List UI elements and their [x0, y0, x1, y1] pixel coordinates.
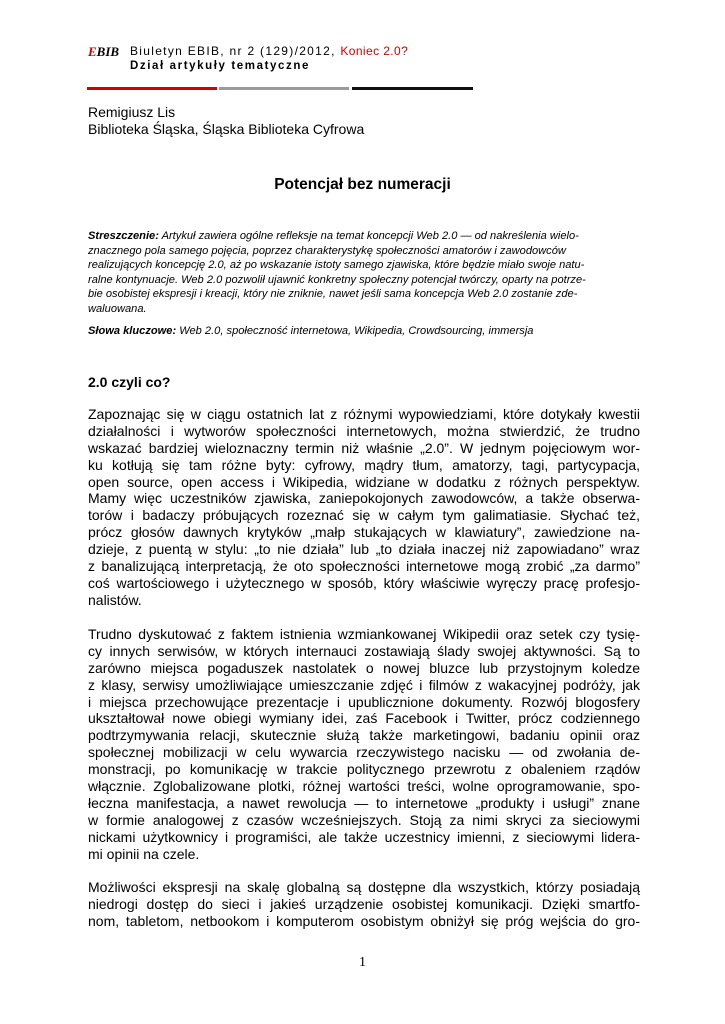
paragraph-line: nickami użytkownicy i programiści, ale także uczestnicy imienni, z sieciowymi lidera-: [88, 828, 640, 845]
paragraph-line: ku kotłują się tam różne byty: cyfrowy, mądry tłum, amatorzy, tagi, partycypacja,: [88, 456, 640, 473]
paragraph-line: włącznie. Zglobalizowane plotki, różnej wartości treści, wolne oprogramowanie, spo-: [88, 778, 640, 795]
paragraph-line: prócz głosów dawnych krytyków „małp stukających w klawiatury”, zawiedzione na-: [88, 524, 640, 541]
paragraph-line: i miejsca przechowujące prezentacje i upublicznione dokumenty. Rozwój blogosfery: [88, 693, 640, 710]
paragraph-line: łeczna manifestacja, a nawet rewolucja — to internetowe „produkty i usługi” znane: [88, 794, 640, 811]
keywords-label: Słowa kluczowe:: [88, 325, 177, 337]
header-rule-red: [87, 87, 217, 90]
abstract-line: bie osobistej ekspresji i kreacji, który nie zniknie, nawet jeśli sama koncepcja Web 2.0 zostanie zde-: [88, 288, 578, 301]
keywords: [88, 324, 638, 339]
paragraph-line: open source, open access i Wikipedia, widziane w dodatku z różnych perspektyw.: [88, 473, 640, 490]
header-rule-gray: [219, 87, 349, 90]
paragraph-line: cy innych serwisów, w których internauci zostawiają ślady swojej aktywności. Są to: [88, 642, 640, 659]
body-paragraph-3: [88, 879, 640, 930]
author-affiliation: Biblioteka Śląska, Śląska Biblioteka Cyfrowa: [88, 121, 365, 137]
journal-name: Biuletyn EBIB, nr 2 (129)/2012,: [130, 44, 336, 58]
abstract-line: Artykuł zawiera ogólne refleksje na temat koncepcji Web 2.0 — od nakreślenia wielo-: [158, 230, 579, 242]
section-label: Dział artykuły tematyczne: [130, 60, 310, 72]
author-block: [88, 104, 364, 138]
paragraph-line: nom, tabletom, netbookom i komputerom osobistym obniżył się próg wejścia do gro-: [88, 912, 640, 929]
paragraph-line: Zapoznając się w ciągu ostatnich lat z różnymi wypowiedziami, które dotykały kwestii: [88, 406, 640, 422]
paragraph-line: wskazać bardziej wieloznaczny termin niż właśnie „2.0”. W jednym pojęciowym wor-: [88, 439, 640, 456]
paragraph-line: w formie analogowej z czasów wcześniejszych. Stoją za nimi skryci za sieciowymi: [88, 811, 640, 828]
ebib-logo: [88, 44, 119, 60]
abstract-line: znacznego pola samego pojęcia, poprzez charakterystykę społeczności amatorów i zawodowców: [88, 244, 566, 257]
paragraph-line: torów i badaczy próbujących rozeznać się w całym tym galimatiasie. Słychać też,: [88, 507, 640, 524]
paragraph-line: Możliwości ekspresji na skalę globalną są dostępne dla wszystkich, którzy posiadają: [88, 879, 640, 895]
section-heading: 2.0 czyli co?: [88, 374, 171, 390]
page-number: 1: [359, 955, 366, 970]
paragraph-line: Trudno dyskutować z faktem istnienia wzmiankowanej Wikipedii oraz setek czy tysię-: [88, 626, 640, 642]
paragraph-line: Mamy więc uczestników zjawiska, zaniepokojonych zawodowców, a także obserwa-: [88, 490, 640, 507]
paragraph-line: podtrzymywania relacji, skutecznie służą także marketingowi, badaniu opinii oraz: [88, 727, 640, 744]
keywords-list: Web 2.0, społeczność internetowa, Wikipedia, Crowdsourcing, immersja: [176, 325, 534, 337]
abstract-label: Streszczenie:: [88, 230, 159, 242]
header-rule-black: [352, 87, 473, 90]
paragraph-line: zarówno miejsca pogaduszek nastolatek o nowej bluzce lub przystojnym koledze: [88, 659, 640, 676]
body-paragraph-2: [88, 626, 640, 862]
paragraph-line: dzieje, z puentą w stylu: „to nie działa” lub „to działa inaczej niż zapowiadano” wraz: [88, 541, 640, 558]
issue-topic: Koniec 2.0?: [340, 44, 409, 58]
article-title: Potencjał bez numeracji: [274, 176, 451, 193]
paragraph-line: niedrogi dostęp do sieci i jakieś urządzenie osobistej komunikacji. Dzięki smartfo-: [88, 895, 640, 912]
paragraph-line: monstracji, po komunikację w trakcie politycznego przewrotu z obaleniem rządów: [88, 761, 640, 778]
paragraph-line: działalności i wytworów społeczności internetowych, można stwierdzić, że trudno: [88, 422, 640, 439]
body-paragraph-1: [88, 406, 640, 609]
journal-header: [130, 44, 408, 58]
paragraph-line: mi opinii na czele.: [88, 845, 200, 862]
author-name: Remigiusz Lis: [88, 104, 176, 120]
paragraph-line: coś wartościowego i użytecznego w sposób, który właściwie wyręczy pracę profesjo-: [88, 574, 640, 591]
paragraph-line: społecznej mobilizacji w celu wywarcia rzeczywistego nacisku — od zwołania de-: [88, 744, 640, 761]
paragraph-line: ukształtował nowe obiegi wymiany idei, zaś Facebook i Twitter, prócz codziennego: [88, 710, 640, 727]
abstract-line: waluowana.: [88, 302, 147, 315]
logo-letter-e: E: [88, 44, 97, 59]
abstract-line: realizujących koncepcję 2.0, aż po wskazanie istoty samego zjawiska, które będzie miało swoje natu-: [88, 259, 585, 272]
abstract-line: ralne kontynuacje. Web 2.0 pozwolił ujawnić konkretny społeczny potencjał twórczy, oparty na potrze-: [88, 273, 586, 286]
abstract: [88, 229, 638, 317]
paragraph-line: z banalizującą interpretacją, że oto społeczności internetowe mogą zrobić „za darmo”: [88, 558, 640, 575]
logo-letters-bib: BIB: [96, 44, 120, 59]
paragraph-line: nalistów.: [88, 591, 142, 608]
paragraph-line: z klasy, serwisy umożliwiające umieszczanie zdjęć i filmów z wakacyjnej podróży, jak: [88, 676, 640, 693]
